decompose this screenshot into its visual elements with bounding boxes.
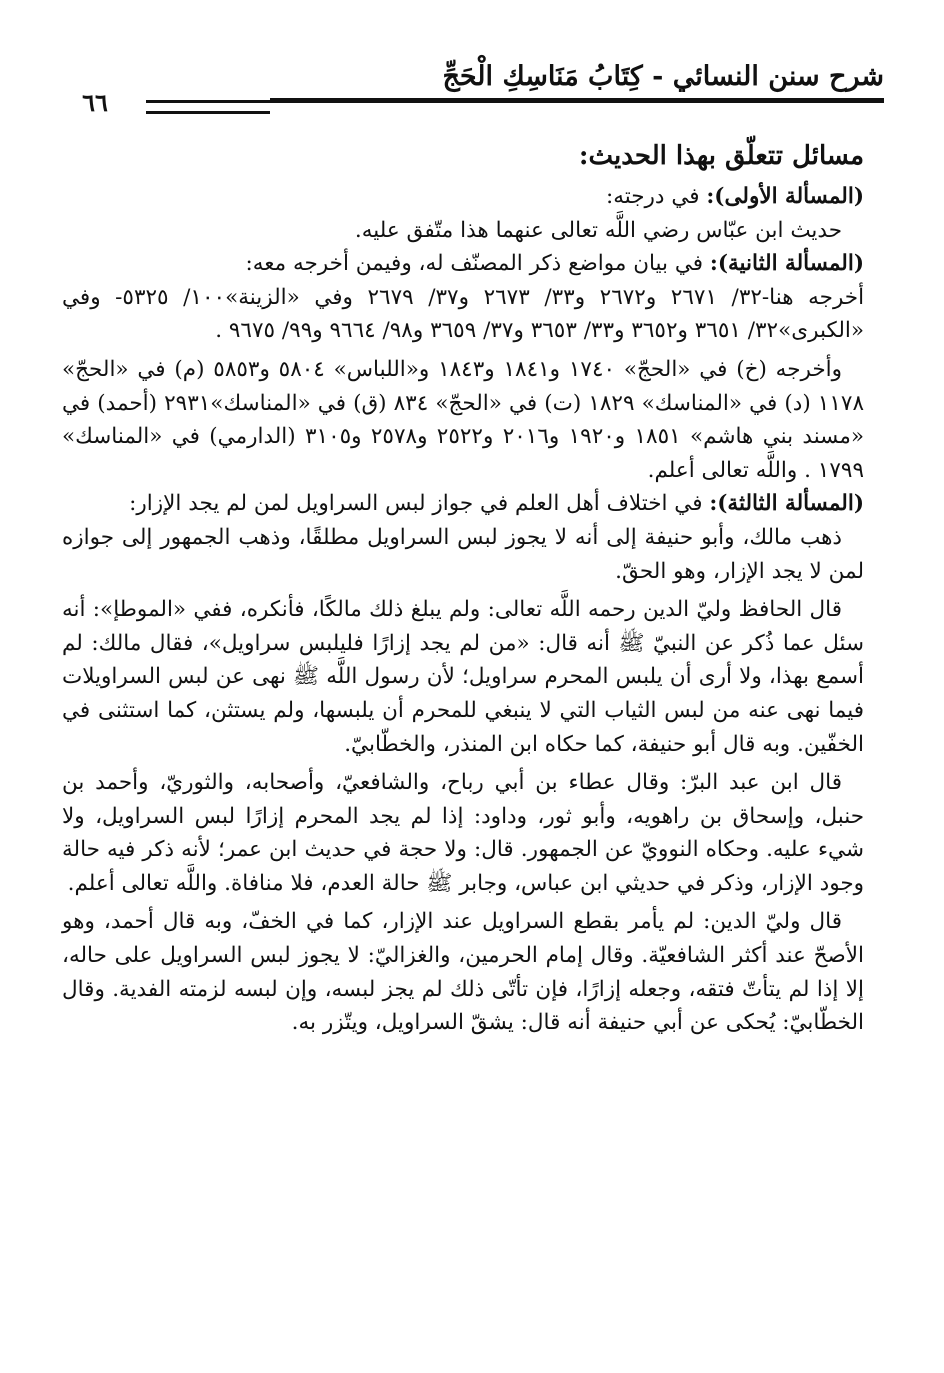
third-issue-title: في اختلاف أهل العلم في جواز لبس السراويل لمن لم يجد الإزار:: [129, 491, 710, 517]
first-issue-text: حديث ابن عبّاس رضي اللَّه تعالى عنهما هذا متّفق عليه.: [354, 217, 842, 243]
paragraph-2: قال الحافظ وليّ الدين رحمه اللَّه تعالى: ولم يبلغ ذلك مالكًا، فأنكره، ففي «الموطإ»: أنه سئل عما ذُكر عن النبيّ ﷺ أنه قال: «من لم يجد إزارًا فليلبس سراويل»، فقال مالك: لم أسمع بهذا، ولا أرى أن يلبس المحرم سراويل؛ لأن رسول اللَّه ﷺ نهى عن لبس السراويلات فيما نهى عنه من لبس الثياب التي لا ينبغي للمحرم أن يلبسها، ولم يستثن، كما استثنى في الخفّين. وبه قال أبو حنيفة، كما حكاه ابن المنذر، والخطّابيّ.: [62, 597, 864, 757]
running-title: شرح سنن النسائي - كِتَابُ مَنَاسِكِ الْحَجِّ: [442, 61, 884, 92]
first-issue-heading: [62, 180, 864, 214]
page-number: ٦٦: [60, 88, 130, 117]
second-issue-title: في بيان مواضع ذكر المصنّف له، وفيمن أخرجه معه:: [245, 251, 710, 277]
paragraph-4: قال وليّ الدين: لم يأمر بقطع السراويل عند الإزار، كما في الخفّ، وبه قال أحمد، وهو الأصحّ عند أكثر الشافعيّة. وقال إمام الحرمين، والغزاليّ: لا يجوز لبس السراويل على حاله، إلا إذا لم يتأتّ فتقه، وجعله إزارًا، فإن تأتّى ذلك لم يجز لبسه، وإن لبسه لزمته الفدية. وقال الخطّابيّ: يُحكى عن أبي حنيفة أنه قال: يشقّ السراويل، ويتّزر به.: [62, 909, 864, 1036]
paragraph-3: قال ابن عبد البرّ: وقال عطاء بن أبي رباح، والشافعيّ، وأصحابه، والثوريّ، وأحمد بن حنبل، وإسحاق بن راهويه، وأبو ثور، وداود: إذا لم يجد المحرم إزارًا لبس السراويل، ولا شيء عليه. وحكاه النوويّ عن الجمهور. قال: ولا حجة في حديث ابن عمر؛ لأنه ذكر فيه حالة وجود الإزار، وذكر في حديثي ابن عباس، وجابر ﷺ حالة العدم، فلا منافاة. واللَّه تعالى أعلم.: [62, 770, 864, 896]
second-issue-label: (المسألة الثانية):: [709, 251, 864, 277]
first-issue-title: في درجته:: [606, 184, 707, 209]
second-issue-text-1: أخرجه هنا-٣٢/ ٢٦٧١ و٢٦٧٢ و٣٣/ ٢٦٧٣ و٣٧/ ٢٦٧٩ وفي «الزينة»١٠٠/ ٥٣٢٥- وفي «الكبرى»٣٢/ ٣٦٥١ و٣٦٥٢ و٣٣/ ٣٦٥٣ و٣٧/ ٣٦٥٩ و٩٨/ ٩٦٦٤ و٩٩/ ٩٦٧٥ .: [62, 284, 865, 344]
page-number-ornament: [146, 100, 270, 114]
third-issue-heading: [62, 487, 864, 521]
paragraph-1: ذهب مالك، وأبو حنيفة إلى أنه لا يجوز لبس السراويل مطلقًا، وذهب الجمهور إلى جوازه لمن لا يجد الإزار، وهو الحقّ.: [62, 524, 864, 584]
second-issue-text-2: وأخرجه (خ) في «الحجّ» ١٧٤٠ و١٨٤١ و١٨٤٣ و«اللباس» ٥٨٠٤ و٥٨٥٣ (م) في «الحجّ» ١١٧٨ (د) في «المناسك» ١٨٢٩ (ت) في «الحجّ» ٨٣٤ (ق) في «المناسك»٢٩٣١ (أحمد) في «مسند بني هاشم» ١٨٥١ و١٩٢٠ و٢٠١٦ و٢٥٢٢ و٢٥٧٨ و٣١٠٥ (الدارمي) في «المناسك» ١٧٩٩ . واللَّه تعالى أعلم.: [62, 356, 865, 483]
page-number-block: [60, 88, 270, 118]
first-issue-label: (المسألة الأولى):: [706, 184, 864, 209]
section-heading: مسائل تتعلّق بهذا الحديث:: [578, 141, 864, 171]
second-issue-heading: [62, 247, 864, 281]
main-text: [62, 136, 864, 1040]
third-issue-label: (المسألة الثالثة):: [709, 491, 864, 517]
